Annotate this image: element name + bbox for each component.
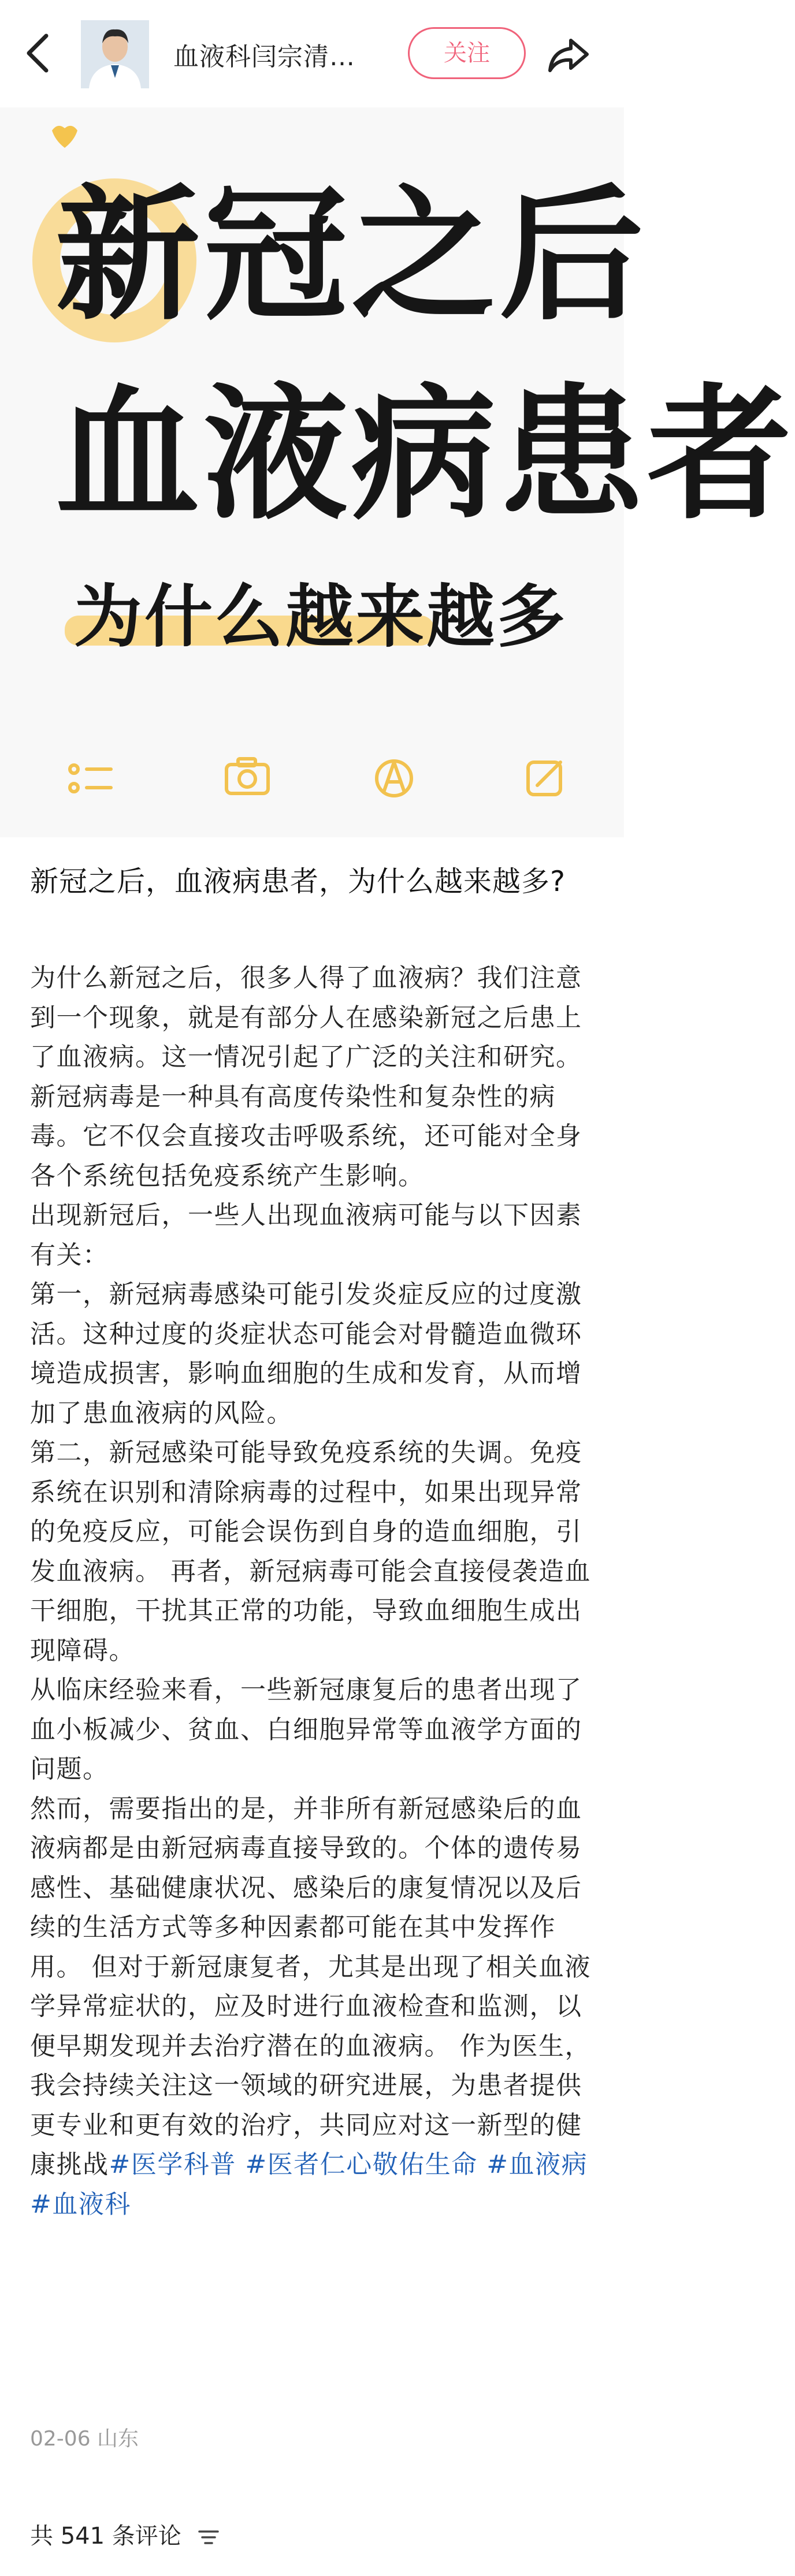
- article-paragraph: [30, 1790, 602, 2225]
- hashtag-link[interactable]: #医者仁心敬佑生命: [245, 2150, 478, 2179]
- article-paragraph: 从临床经验来看，一些新冠康复后的患者出现了血小板减少、贫血、白细胞异常等血液学方面的问题。: [30, 1675, 582, 1784]
- author-name[interactable]: 血液科闫宗清…: [173, 42, 355, 72]
- cover-title-line2: 血液病患者: [55, 371, 795, 539]
- article-paragraph: 为什么新冠之后，很多人得了血液病？我们注意到一个现象，就是有部分人在感染新冠之后患上了血液病。这一情况引起了广泛的关注和研究。 新冠病毒是一种具有高度传染性和复杂性的病毒。它不仅会直接攻击呼吸系统，还可能对全身各个系统包括免疫系统产生影响。: [30, 963, 582, 1191]
- cover-toolbar: [0, 739, 624, 814]
- article-paragraph: 第二，新冠感染可能导致免疫系统的失调。免疫系统在识别和清除病毒的过程中，如果出现异常的免疫反应，可能会误伤到自身的造血细胞，引发血液病。 再者，新冠病毒可能会直接侵袭造血干细胞，干扰其正常的功能，导致血细胞生成出现障碍。: [30, 1438, 591, 1665]
- article-body: [30, 959, 602, 2224]
- author-avatar[interactable]: [81, 20, 149, 88]
- comment-count: 共 541 条评论: [30, 2523, 181, 2549]
- share-icon[interactable]: [545, 32, 592, 79]
- edit-icon: [528, 762, 560, 795]
- hashtag-link[interactable]: #血液病: [486, 2150, 588, 2179]
- cover-title-line1: 新冠之后: [55, 172, 647, 340]
- cover-image[interactable]: [0, 107, 795, 837]
- follow-button[interactable]: 关注: [408, 27, 526, 79]
- post-date-location: 02-06 山东: [30, 2427, 139, 2451]
- top-bar: [0, 0, 624, 107]
- camera-icon: [226, 759, 268, 793]
- list-icon: [70, 765, 111, 792]
- cover-title-line3: 为什么越来越多: [74, 577, 568, 657]
- sort-icon[interactable]: [197, 2528, 220, 2547]
- article-title: 新冠之后，血液病患者，为什么越来越多?: [30, 865, 566, 898]
- comments-header[interactable]: [30, 2518, 220, 2551]
- pen-icon: [377, 761, 411, 796]
- back-arrow-icon[interactable]: [22, 30, 57, 76]
- article-paragraph: 出现新冠后，一些人出现血液病可能与以下因素有关：: [30, 1201, 582, 1270]
- hashtag-link[interactable]: #血液科: [30, 2189, 131, 2219]
- article-paragraph-text: 然而，需要指出的是，并非所有新冠感染后的血液病都是由新冠病毒直接导致的。个体的遗传易感性、基础健康状况、感染后的康复情况以及后续的生活方式等多种因素都可能在其中发挥作用。 但对于新冠康复者，尤其是出现了相关血液学异常症状的，应及时进行血液检查和监测，以便早期发现并去治疗潜在的血液病。 作为医生，我会持续关注这一领域的研究进展，为患者提供更专业和更有效的治疗，共同应对这一新型的健康挑战: [30, 1794, 591, 2179]
- article-paragraph: 第一，新冠病毒感染可能引发炎症反应的过度激活。这种过度的炎症状态可能会对骨髓造血微环境造成损害，影响血细胞的生成和发育，从而增加了患血液病的风险。: [30, 1280, 582, 1428]
- hashtag-link[interactable]: #医学科普: [109, 2150, 236, 2179]
